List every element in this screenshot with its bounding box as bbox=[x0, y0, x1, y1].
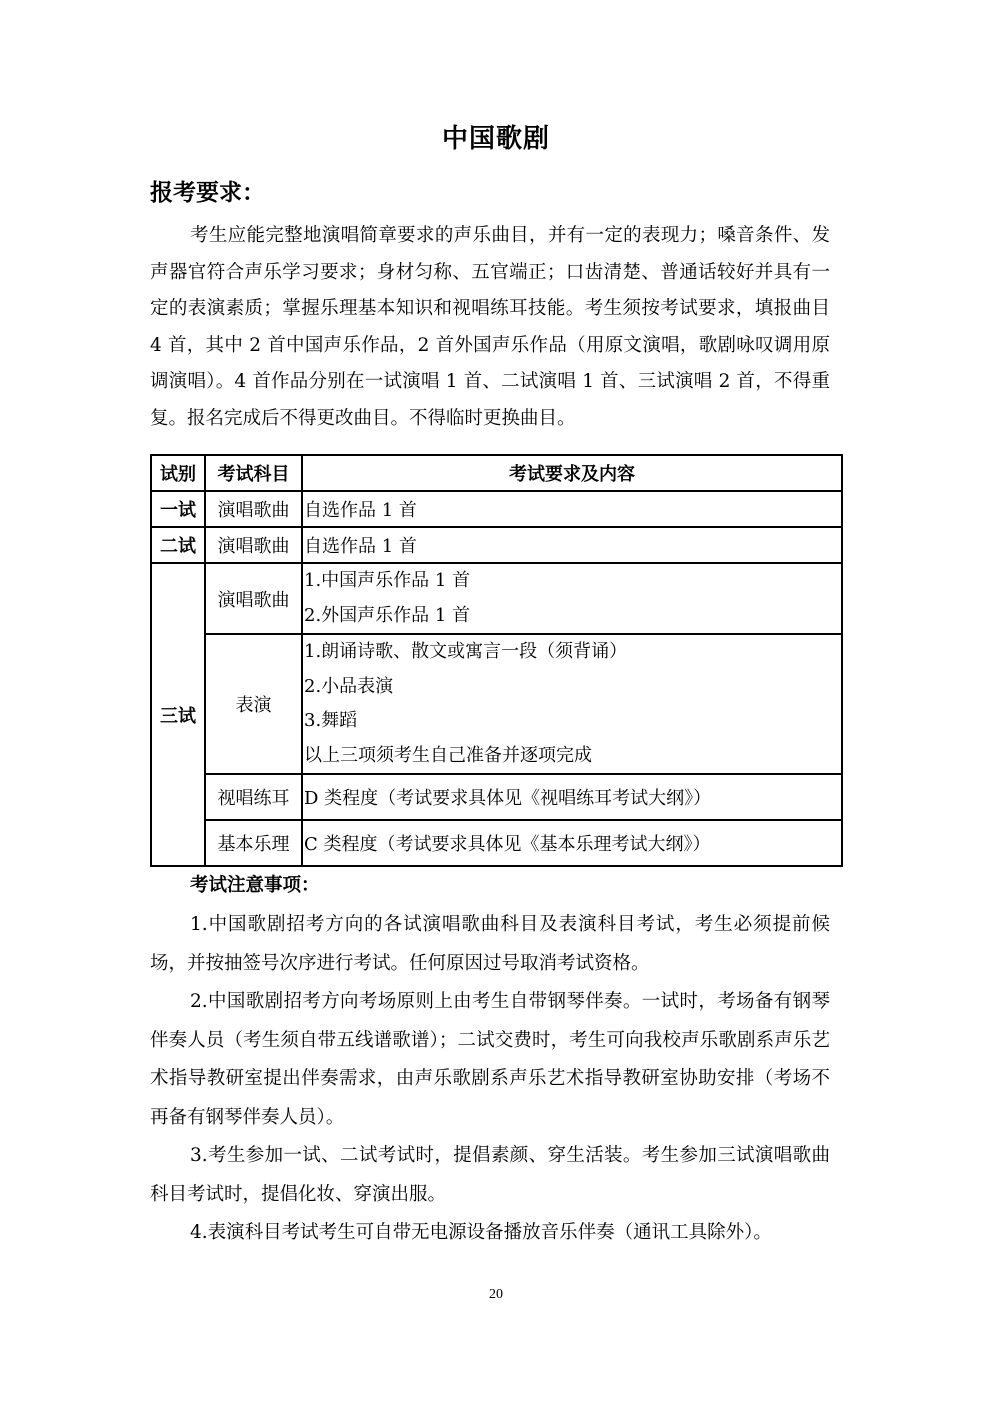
content-line: 1.朗诵诗歌、散文或寓言一段（须背诵） bbox=[304, 641, 628, 662]
note-paragraph: 4.表演科目考试考生可自带无电源设备播放音乐伴奏（通讯工具除外）。 bbox=[190, 1222, 772, 1243]
round-cell: 二试 bbox=[151, 527, 205, 563]
page-title: 中国歌剧 bbox=[441, 124, 550, 154]
table-header-row bbox=[151, 455, 842, 491]
header-round: 试别 bbox=[151, 455, 205, 491]
notes-heading: 考试注意事项： bbox=[190, 875, 320, 896]
section-heading: 报考要求： bbox=[150, 179, 265, 206]
content-cell: D 类程度（考试要求具体见《视唱练耳考试大纲》） bbox=[302, 774, 842, 820]
subject-cell: 演唱歌曲 bbox=[205, 491, 302, 527]
intro-paragraph: 考生应能完整地演唱简章要求的声乐曲目，并有一定的表现力；嗓音条件、发声器官符合声乐学习要求；身材匀称、五官端正；口齿清楚、普通话较好并具有一定的表演素质；掌握乐理基本知识和视唱练耳技能。考生须按考试要求，填报曲目 4 首，其中 2 首中国声乐作品，2 首外国声乐作品（用原文演唱，歌剧咏叹调用原调演唱）。4 首作品分别在一试演唱 1 首、二试演唱 1 首、三试演唱 2 首，不得重复。报名完成后不得更改曲目。不得临时更换曲目。 bbox=[150, 225, 830, 429]
content-cell: C 类程度（考试要求具体见《基本乐理考试大纲》） bbox=[302, 820, 842, 866]
content-cell bbox=[302, 563, 842, 634]
round-cell: 一试 bbox=[151, 491, 205, 527]
content-line: 1.中国声乐作品 1 首 bbox=[304, 570, 471, 591]
page-number: 20 bbox=[489, 1287, 503, 1302]
round-cell: 三试 bbox=[151, 563, 205, 866]
subject-cell: 视唱练耳 bbox=[205, 774, 302, 820]
table-row bbox=[151, 563, 842, 634]
content-cell: 自选作品 1 首 bbox=[302, 527, 842, 563]
subject-cell: 基本乐理 bbox=[205, 820, 302, 866]
content-line: 3.舞蹈 bbox=[304, 710, 358, 731]
header-content: 考试要求及内容 bbox=[302, 455, 842, 491]
table-row bbox=[151, 820, 842, 866]
content-cell bbox=[302, 634, 842, 774]
table-row bbox=[151, 527, 842, 563]
header-subject: 考试科目 bbox=[205, 455, 302, 491]
note-paragraph: 2.中国歌剧招考方向考场原则上由考生自带钢琴伴奏。一试时，考场备有钢琴伴奏人员（考生须自带五线谱歌谱）；二试交费时，考生可向我校声乐歌剧系声乐艺术指导教研室提出伴奏需求，由声乐歌剧系声乐艺术指导教研室协助安排（考场不再备有钢琴伴奏人员）。 bbox=[150, 991, 830, 1128]
subject-cell: 演唱歌曲 bbox=[205, 563, 302, 634]
notes-list bbox=[150, 906, 830, 1253]
content-line: 2.小品表演 bbox=[304, 675, 394, 697]
exam-table bbox=[150, 454, 843, 867]
table-row bbox=[151, 491, 842, 527]
note-paragraph: 3.考生参加一试、二试考试时，提倡素颜、穿生活装。考生参加三试演唱歌曲科目考试时，提倡化妆、穿演出服。 bbox=[150, 1145, 830, 1205]
content-line: 以上三项须考生自己准备并逐项完成 bbox=[304, 744, 592, 766]
table-row bbox=[151, 634, 842, 774]
subject-cell: 演唱歌曲 bbox=[205, 527, 302, 563]
subject-cell: 表演 bbox=[205, 634, 302, 774]
note-paragraph: 1.中国歌剧招考方向的各试演唱歌曲科目及表演科目考试，考生必须提前候场，并按抽签号次序进行考试。任何原因过号取消考试资格。 bbox=[150, 914, 830, 974]
content-cell: 自选作品 1 首 bbox=[302, 491, 842, 527]
content-line: 2.外国声乐作品 1 首 bbox=[304, 604, 471, 626]
table-row bbox=[151, 774, 842, 820]
